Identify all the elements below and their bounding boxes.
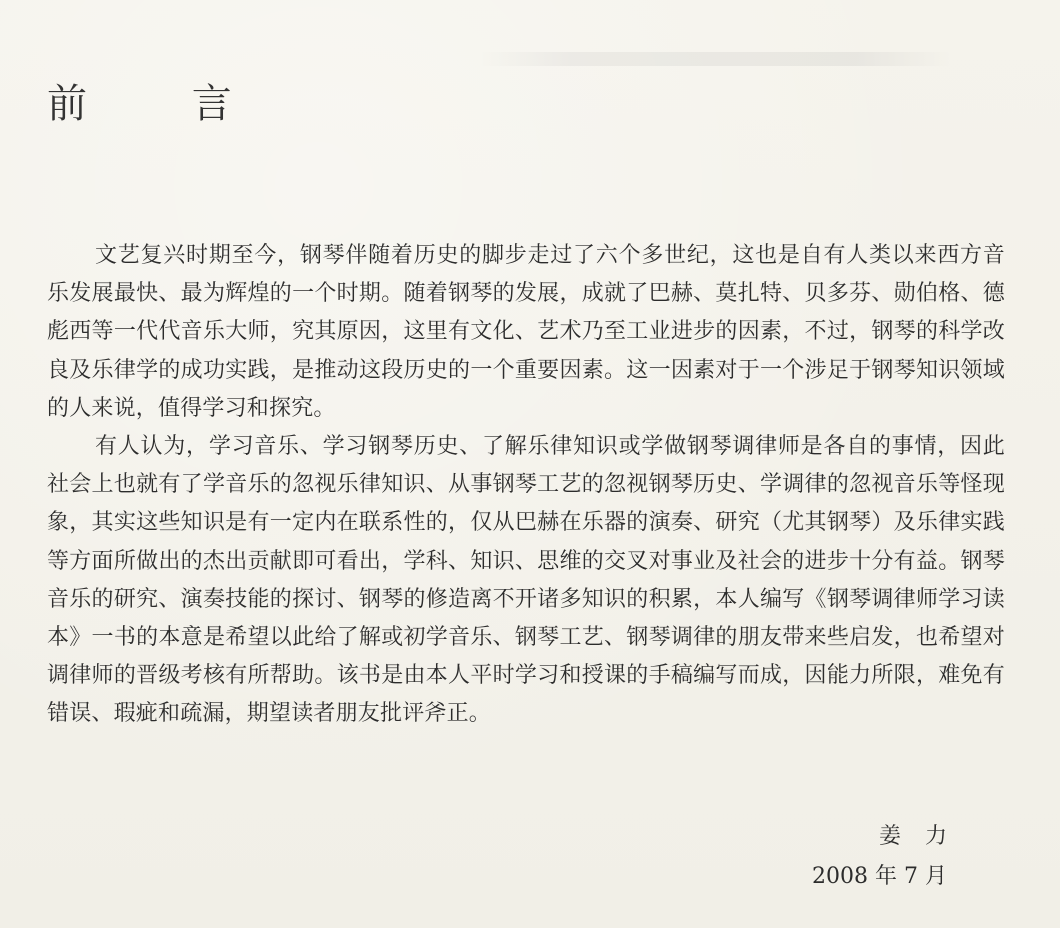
signature-block (812, 820, 971, 894)
preface-body (47, 237, 1005, 734)
page-title: 前 言 (47, 81, 278, 127)
paragraph-1: 文艺复兴时期至今，钢琴伴随着历史的脚步走过了六个多世纪，这也是自有人类以来西方音乐发展最快、最为辉煌的一个时期。随着钢琴的发展，成就了巴赫、莫扎特、贝多芬、勋伯格、德彪西等一代代音乐大师，究其原因，这里有文化、艺术乃至工业进步的因素，不过，钢琴的科学改良及乐律学的成功实践，是推动这段历史的一个重要因素。这一因素对于一个涉足于钢琴知识领域的人来说，值得学习和探究。 (47, 243, 1005, 421)
show-through-shadow (480, 52, 950, 66)
signature-date: 2008 年 7 月 (812, 864, 947, 889)
author-name: 姜力 (878, 824, 971, 849)
paragraph-2: 有人认为，学习音乐、学习钢琴历史、了解乐律知识或学做钢琴调律师是各自的事情，因此社会上也就有了学音乐的忽视乐律知识、从事钢琴工艺的忽视钢琴历史、学调律的忽视音乐等怪现象，其实这些知识是有一定内在联系性的，仅从巴赫在乐器的演奏、研究（尤其钢琴）及乐律实践等方面所做出的杰出贡献即可看出，学科、知识、思维的交叉对事业及社会的进步十分有益。钢琴音乐的研究、演奏技能的探讨、钢琴的修造离不开诸多知识的积累，本人编写《钢琴调律师学习读本》一书的本意是希望以此给了解或初学音乐、钢琴工艺、钢琴调律的朋友带来些启发，也希望对调律师的晋级考核有所帮助。该书是由本人平时学习和授课的手稿编写而成，因能力所限，难免有错误、瑕疵和疏漏，期望读者朋友批评斧正。 (47, 434, 1005, 727)
